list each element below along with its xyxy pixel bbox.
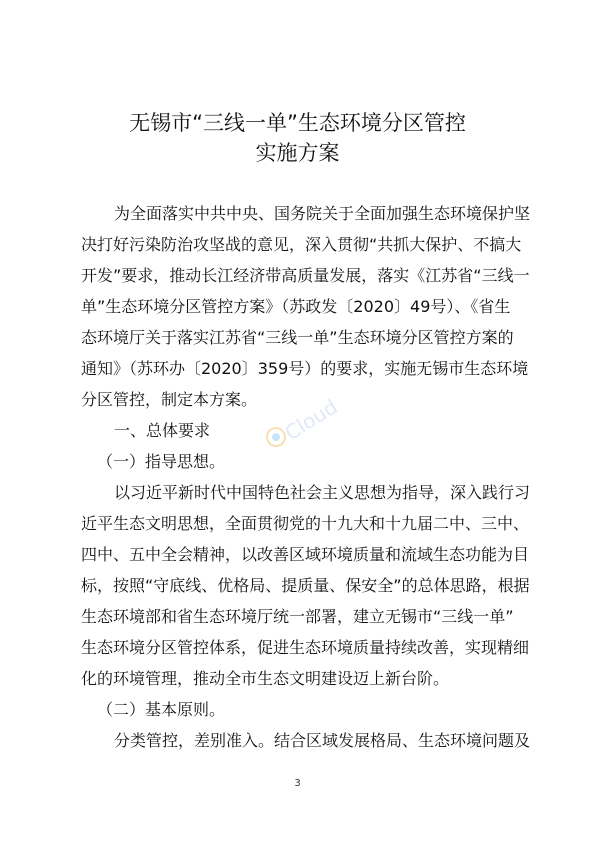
paragraph-line: 单”生态环境分区管控方案》（苏政发〔2020〕49号）、《省生 <box>81 297 511 316</box>
subsection-heading: （二）基本原则。 <box>97 700 226 719</box>
paragraph-line: 四中、五中全会精神，以改善区域环境质量和流域生态功能为目 <box>81 545 530 564</box>
paragraph-line: 生态环境分区管控体系，促进生态环境质量持续改善，实现精细 <box>81 638 530 657</box>
paragraph-line: 生态环境部和省生态环境厅统一部署，建立无锡市“三线一单” <box>81 607 514 626</box>
paragraph-line: 态环境厅关于落实江苏省“三线一单”生态环境分区管控方案的 <box>81 328 514 347</box>
paragraph-line: 标，按照“守底线、优格局、提质量、保安全”的总体思路，根据 <box>81 576 530 595</box>
page-number: 3 <box>294 778 301 789</box>
paragraph-line: 开发”要求，推动长江经济带高质量发展，落实《江苏省“三线一 <box>81 266 530 285</box>
paragraph-line: 通知》（苏环办〔2020〕359号）的要求，实施无锡市生态环境 <box>81 359 529 378</box>
section-heading: 一、总体要求 <box>114 421 211 440</box>
paragraph-line: 分区管控，制定本方案。 <box>81 390 258 409</box>
document-title-line-1: 无锡市“三线一单”生态环境分区管控 <box>129 111 466 135</box>
paragraph-line: 为全面落实中共中央、国务院关于全面加强生态环境保护坚 <box>114 204 531 223</box>
watermark-text: Cloud <box>280 394 342 446</box>
paragraph-line: 化的环境管理，推动全市生态文明建设迈上新台阶。 <box>81 669 450 688</box>
paragraph-line: 决打好污染防治攻坚战的意见，深入贯彻“共抓大保护、不搞大 <box>81 235 522 254</box>
document-title-line-2: 实施方案 <box>255 141 340 165</box>
paragraph-line: 以习近平新时代中国特色社会主义思想为指导，深入践行习 <box>114 483 531 502</box>
paragraph-line: 分类管控，差别准入。结合区域发展格局、生态环境问题及 <box>114 731 531 750</box>
subsection-heading: （一）指导思想。 <box>97 452 226 471</box>
paragraph-line: 近平生态文明思想，全面贯彻党的十九大和十九届二中、三中、 <box>81 514 530 533</box>
